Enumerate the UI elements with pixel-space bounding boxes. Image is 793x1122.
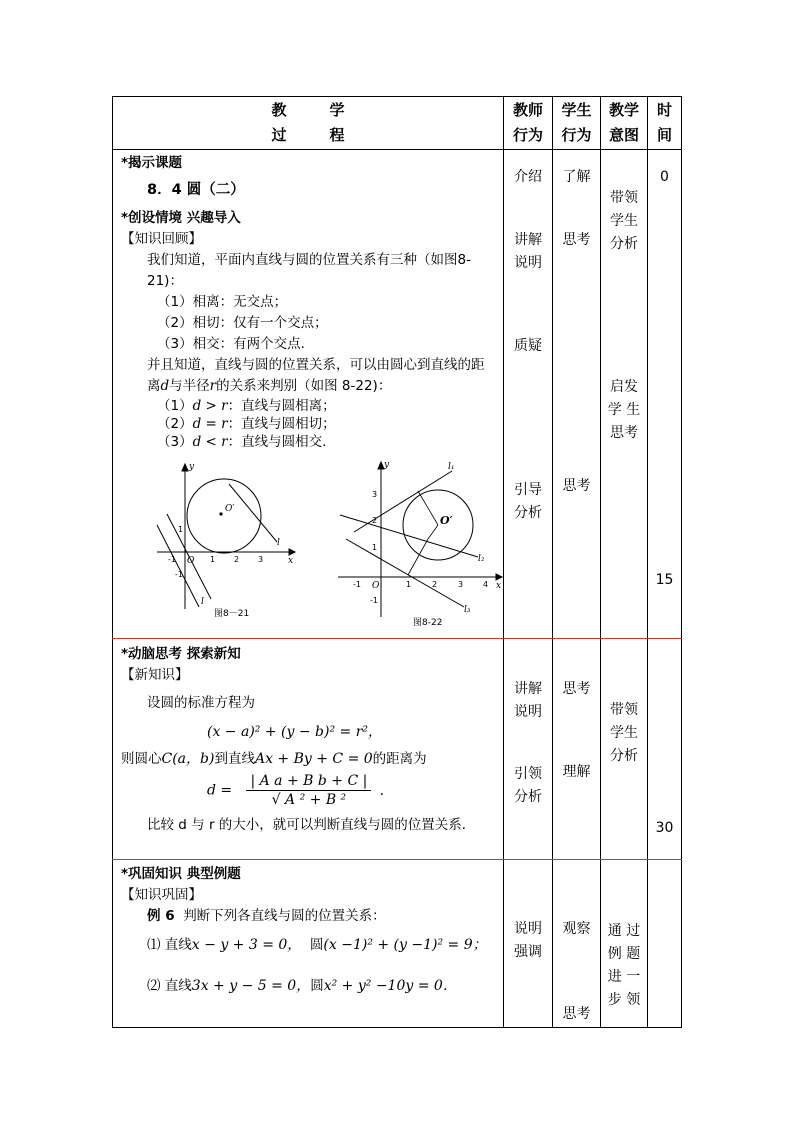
y-label: y — [189, 462, 195, 472]
question-2 — [121, 976, 497, 997]
tick-label: 3 — [372, 490, 378, 499]
condition-item — [121, 397, 497, 415]
compare-sentence: 比较 d 与 r 的大小，就可以判断直线与圆的位置关系． — [147, 817, 476, 833]
student-action: 思考 — [562, 1006, 591, 1022]
review-subheading: 【知识回顾】 — [121, 231, 202, 247]
section-newknowledge-row — [113, 639, 682, 860]
line-label: l₂ — [478, 554, 485, 564]
tick-label: 1 — [178, 525, 184, 534]
line-label: l₃ — [464, 605, 471, 615]
header-line: 学生 — [561, 101, 592, 119]
lesson-plan-table — [112, 96, 682, 1028]
teacher-action: 讲解 — [514, 681, 542, 697]
section-newknowledge-intent — [601, 639, 648, 860]
section-review-row — [113, 150, 682, 639]
relation-item: （3）相交：有两个交点． — [157, 336, 315, 352]
intent-text: 步 领 — [607, 992, 641, 1008]
intent-text: 分析 — [610, 236, 638, 252]
para-text: 的关系来判别（如图 8-22)： — [216, 378, 392, 394]
line-text: 则圆心 — [121, 751, 162, 767]
line-apart-2 — [157, 525, 199, 607]
condition-item — [121, 433, 497, 451]
lesson-topic-title: 8．4 圆（二） — [147, 182, 245, 198]
student-action: 思考 — [562, 681, 591, 697]
distance-lhs: d = — [207, 782, 233, 799]
intent-text: 学生 — [610, 725, 638, 741]
teacher-action: 介绍 — [514, 169, 542, 185]
line-text: 到直线 — [214, 751, 255, 767]
cond-text: ：直线与圆相切； — [227, 416, 336, 432]
intent-text: 例 题 — [607, 946, 641, 962]
situation-heading: *创设情境 兴趣导入 — [121, 210, 241, 226]
consolidate-subheading: 【知识巩固】 — [121, 887, 202, 903]
distance-formula — [121, 772, 497, 809]
cond-expr: d > r — [192, 398, 228, 414]
section-consolidate-student — [553, 860, 601, 1028]
teacher-action: 引导 — [514, 482, 542, 498]
tick-label: 1 — [372, 543, 378, 552]
teacher-action: 质疑 — [514, 338, 542, 354]
tick-label: -1 — [175, 570, 183, 579]
standard-equation-intro: 设圆的标准方程为 — [147, 695, 255, 711]
para-text: 并且知道，直线与圆的位置关系，可以由圆心到直线的距离 — [147, 357, 485, 394]
cond-text: ：直线与圆相交. — [227, 434, 327, 450]
section-consolidate-teacher — [504, 860, 553, 1028]
tick-label: -1 — [168, 555, 176, 564]
line-equation: x − y + 3 = 0， — [191, 937, 302, 953]
question-text: 圆 — [310, 978, 324, 994]
header-teacher-behavior — [504, 97, 553, 150]
cond-text: ：直线与圆相离； — [227, 398, 336, 414]
header-line: 行为 — [512, 126, 543, 144]
question-text: 直线 — [164, 937, 192, 953]
student-action: 了解 — [562, 169, 591, 185]
student-action: 理解 — [562, 764, 591, 780]
line-apart — [346, 539, 464, 607]
tick-label: 3 — [458, 580, 464, 589]
figure-8-21 — [149, 459, 299, 619]
tick-label: 4 — [483, 580, 489, 589]
section-review-time — [648, 150, 682, 639]
header-char: 过 — [271, 126, 287, 144]
intent-text: 学生 — [610, 213, 638, 229]
tick-label: 1 — [406, 580, 412, 589]
y-label: y — [384, 460, 390, 470]
teacher-action: 分析 — [514, 789, 542, 805]
time-value: 30 — [655, 820, 674, 836]
header-char: 程 — [329, 126, 345, 144]
line-text: 的距离为 — [372, 751, 427, 767]
review-paragraph: 我们知道，平面内直线与圆的位置关系有三种（如图8-21)： — [147, 252, 471, 289]
intent-text: 分析 — [610, 748, 638, 764]
relation-item: （1）相离：无交点； — [157, 294, 288, 310]
question-text: 圆 — [309, 937, 324, 953]
relation-item: （2）相切：仅有一个交点； — [157, 315, 328, 331]
example-text: 判断下列各直线与圆的位置关系： — [183, 908, 386, 924]
section-newknowledge-time — [648, 639, 682, 860]
section-consolidate-intent — [601, 860, 648, 1028]
distance-intro-line — [121, 749, 497, 770]
line-label: l — [201, 597, 204, 607]
figure-caption: 图8－21 — [214, 609, 250, 619]
line-equation: Ax + By + C = 0 — [254, 751, 373, 767]
section-review-intent — [601, 150, 648, 639]
origin-label: O — [187, 556, 195, 566]
tick-label: 1 — [210, 555, 216, 564]
student-action: 思考 — [562, 232, 591, 248]
distance-fraction — [246, 772, 371, 809]
section-newknowledge-teacher — [504, 639, 553, 860]
header-time — [648, 97, 682, 150]
header-line: 意图 — [608, 126, 639, 144]
y-arrow — [182, 464, 188, 471]
example-label: 例 6 — [147, 908, 175, 924]
header-teaching-process — [113, 97, 504, 150]
intent-text: 启发 — [610, 379, 638, 395]
time-value: 0 — [660, 169, 669, 185]
var-r: r — [209, 378, 217, 394]
para-text: 与半径 — [169, 378, 210, 394]
header-char: 学 — [329, 101, 345, 119]
section-consolidate-row — [113, 860, 682, 1028]
figure-caption: 图8-22 — [413, 618, 443, 628]
section-consolidate-content — [113, 860, 504, 1028]
center-label: O′ — [225, 504, 235, 514]
section-newknowledge-student — [553, 639, 601, 860]
circle-equation: (x −1)² + (y −1)² = 9； — [323, 937, 487, 953]
teacher-action: 说明 — [514, 921, 542, 937]
tick-label: -1 — [370, 596, 378, 605]
teacher-action: 引领 — [514, 766, 542, 782]
line-label: l — [277, 538, 280, 548]
line-equation: 3x + y − 5 = 0， — [191, 978, 311, 994]
center-point — [219, 512, 222, 515]
section-review-teacher — [504, 150, 553, 639]
x-arrow — [289, 549, 295, 555]
line-label: l₁ — [448, 462, 455, 472]
reveal-topic-heading: *揭示课题 — [121, 155, 183, 171]
formula-period: . — [379, 782, 385, 799]
section-consolidate-time — [648, 860, 682, 1028]
var-d: d — [160, 378, 170, 394]
lesson-page — [112, 96, 681, 1028]
cond-num: （3） — [157, 434, 193, 450]
header-teaching-intent — [601, 97, 648, 150]
tick-label: 2 — [234, 555, 240, 564]
x-arrow — [496, 574, 502, 580]
teacher-action: 强调 — [514, 944, 542, 960]
header-row — [113, 97, 682, 150]
header-line: 时 — [656, 101, 672, 119]
intent-text: 带领 — [610, 190, 638, 206]
condition-item — [121, 415, 497, 433]
radius-intersect — [428, 525, 438, 539]
figure-8-22 — [326, 457, 506, 629]
radius-tangent — [418, 491, 438, 525]
standard-equation: (x − a)² + (y − b)² = r²， — [207, 724, 383, 740]
figures-area — [121, 459, 502, 634]
question-1 — [121, 935, 497, 956]
fraction-numerator: | A a + B b + C | — [246, 772, 371, 791]
newknowledge-subheading: 【新知识】 — [121, 667, 189, 683]
x-label: x — [288, 556, 294, 566]
distance-paragraph — [121, 355, 497, 397]
tick-label: 2 — [372, 516, 378, 525]
cond-expr: d < r — [192, 434, 228, 450]
intent-text: 带领 — [610, 702, 638, 718]
circle — [187, 479, 261, 553]
header-line: 行为 — [561, 126, 592, 144]
question-num: ⑴ — [147, 937, 161, 953]
student-action: 观察 — [562, 921, 591, 937]
intent-text: 学 生 — [607, 402, 641, 418]
x-label: x — [496, 581, 502, 591]
teacher-action: 说明 — [514, 704, 542, 720]
center-expr: C(a，b) — [161, 751, 215, 767]
tick-label: 3 — [258, 555, 264, 564]
question-num: ⑵ — [147, 978, 161, 994]
consolidate-heading: *巩固知识 典型例题 — [121, 866, 241, 882]
header-line: 教师 — [512, 101, 543, 119]
header-char: 教 — [271, 101, 287, 119]
tick-label: -1 — [353, 580, 361, 589]
section-newknowledge-content — [113, 639, 504, 860]
cond-num: （1） — [157, 398, 193, 414]
tick-label: 2 — [432, 580, 438, 589]
intent-text: 思考 — [610, 425, 638, 441]
cond-expr: d = r — [192, 416, 228, 432]
origin-label: O — [372, 581, 380, 591]
section-review-student — [553, 150, 601, 639]
intent-text: 进 一 — [607, 969, 641, 985]
teacher-action: 说明 — [514, 255, 542, 271]
newknowledge-heading: *动脑思考 探索新知 — [121, 646, 241, 662]
fraction-denominator: √ A ² + B ² — [271, 792, 347, 808]
example-statement — [121, 906, 497, 927]
header-student-behavior — [553, 97, 601, 150]
circle-equation: x² + y² −10y = 0． — [323, 978, 457, 994]
center-label: O′ — [440, 514, 453, 527]
teacher-action: 分析 — [514, 505, 542, 521]
cond-num: （2） — [157, 416, 193, 432]
header-line: 间 — [656, 126, 672, 144]
section-review-content — [113, 150, 504, 639]
time-value: 15 — [655, 572, 674, 588]
student-action: 思考 — [562, 478, 591, 494]
line-intersect — [340, 515, 478, 557]
question-text: 直线 — [164, 978, 192, 994]
header-line: 教学 — [608, 101, 639, 119]
intent-text: 通 过 — [607, 923, 641, 939]
teacher-action: 讲解 — [514, 232, 542, 248]
